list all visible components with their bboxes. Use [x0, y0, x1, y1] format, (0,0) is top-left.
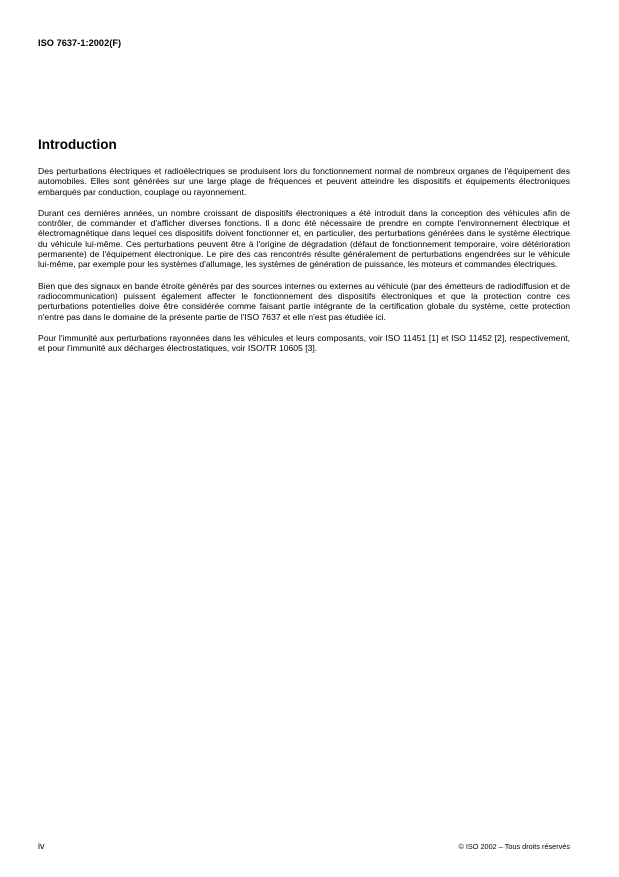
section-title: Introduction [38, 137, 117, 152]
paragraph-4: Pour l'immunité aux perturbations rayonnées dans les véhicules et leurs composants, voir ISO 11451 [1] et ISO 11452 [2], respectivement, et pour l'immunité aux décharges électrostatiques, voir ISO/TR 10605 [3]. [38, 332, 570, 354]
introduction-body [38, 166, 570, 364]
copyright-notice: © ISO 2002 – Tous droits réservés [458, 842, 570, 851]
document-identifier: ISO 7637-1:2002(F) [38, 38, 122, 48]
page-number: iv [38, 841, 45, 851]
paragraph-1: Des perturbations électriques et radioélectriques se produisent lors du fonctionnement normal de nombreux organes de l'équipement des automobiles. Elles sont générées sur une large plage de fréquences et peuvent atteindre les dispositifs et équipements électroniques embarqués par conduction, couplage ou rayonnement. [38, 166, 570, 197]
paragraph-2: Durant ces dernières années, un nombre croissant de dispositifs électroniques a été introduit dans la conception des véhicules afin de contrôler, de commander et d'afficher diverses fonctions. Il a donc été nécessaire de prendre en compte l'environnement électrique et électromagnétique dans lequel ces dispositifs doivent fonctionner et, en particulier, des perturbations générées dans le système électrique du véhicule lui-même. Ces perturbations peuvent être à l'origine de dégradation (défaut de fonctionnement temporaire, voire détérioration permanente) de l'équipement électronique. Le pire des cas rencontrés résulte généralement de perturbations engendrées sur le véhicule lui-même, par exemple pour les systèmes d'allumage, les systèmes de génération de puissance, les moteurs et commandes électriques. [38, 207, 570, 270]
paragraph-3: Bien que des signaux en bande étroite générés par des sources internes ou externes au véhicule (par des émetteurs de radiodiffusion et de radiocommunication) puissent également affecter le fonctionnement des dispositifs électroniques et que la protection contre ces perturbations potentielles doive être considérée comme faisant partie intégrante de la certification globale du système, cette protection n'entre pas dans le domaine de la présente partie de l'ISO 7637 et elle n'est pas étudiée ici. [38, 280, 570, 322]
